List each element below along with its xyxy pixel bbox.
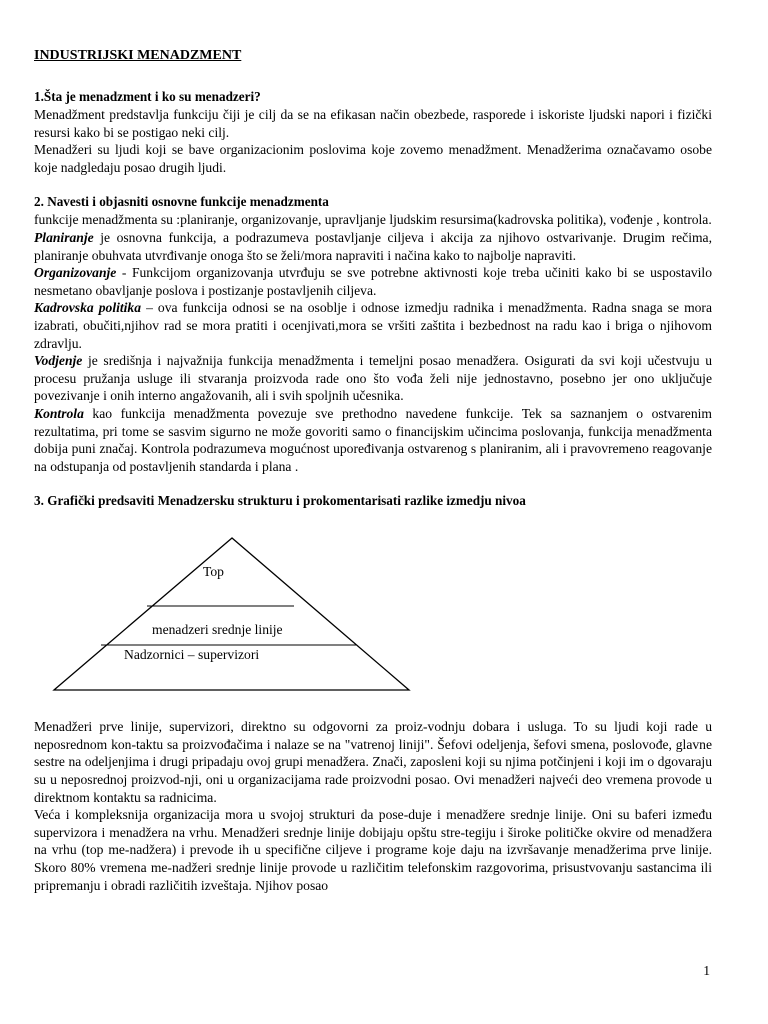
term-label: Planiranje bbox=[34, 229, 94, 245]
section-3-heading: 3. Grafički predsaviti Menadzersku strukturu i prokomentarisati razlike izmedju nivoa bbox=[34, 493, 526, 509]
function-organizovanje bbox=[34, 264, 712, 299]
management-pyramid-diagram bbox=[34, 518, 712, 718]
term-label: Kontrola bbox=[34, 405, 84, 421]
term-description: je središnja i najvažnija funkcija menadžmenta i temeljni posao menadžera. Osigurati da svi koji učestvuju u procesu pružanja usluge ili stvaranja proizvoda rade ono što vođa želi nije jednostavno, posebno jer ono uključuje povezivanje i onih interno angažovanih, ali i svih spoljnih učesnika. bbox=[34, 353, 712, 404]
term-description: – ova funkcija odnosi se na osoblje i odnose izmedju radnika i menadžmenta. Radna snaga se mora izabrati, obučiti,njihov rad se mora pratiti i ocenjivati,mora se vršiti zaštita i bezbednost na radu kao i briga o njihovom zdravlju. bbox=[34, 300, 712, 351]
section-1-heading: 1.Šta je menadzment i ko su menadzeri? bbox=[34, 89, 261, 104]
pyramid-label-middle: menadzeri srednje linije bbox=[152, 622, 283, 638]
document-title: INDUSTRIJSKI MENADZMENT bbox=[34, 48, 242, 63]
section-3-paragraph: Menadžeri prve linije, supervizori, direktno su odgovorni za proiz-vodnju dobara i usluga. To su ljudi koji rade u neposrednom kon-taktu sa proizvođačima i nalaze se na "vatrenoj liniji". Šefovi odeljenja, šefovi smena, poslovođe, glavne sestre na odeljenjima i drugi pripadaju ovoj grupi menadžera. Znači, zaposleni koji su njima potčinjeni i koji im o dgovaraju su u neposrednoj proizvod-nji, oni u organizacijama rade proizvodni posao. Ovi menadžeri najveći deo vremena provode u direktnom kontaktu sa radnicima. bbox=[34, 719, 712, 805]
section-1-paragraph: Menadžeri su ljudi koji se bave organizacionim poslovima koje zovemo menadžment. Menadžerima označavamo osobe koje nadgledaju posao drugih ljudi. bbox=[34, 142, 712, 175]
term-label: Kadrovska politika bbox=[34, 300, 142, 316]
section-2-heading: 2. Navesti i objasniti osnovne funkcije menadzmenta bbox=[34, 194, 329, 210]
document-page bbox=[34, 47, 712, 894]
pyramid-label-bottom: Nadzornici – supervizori bbox=[124, 647, 260, 663]
term-label: Organizovanje bbox=[34, 265, 117, 281]
section-2-intro: funkcije menadžmenta su :planiranje, organizovanje, upravljanje ljudskim resursima(kadrovska politika), vođenje , kontrola. bbox=[34, 212, 712, 228]
section-1-paragraph: Menadžment predstavlja funkciju čiji je cilj da se na efikasan način obezbede, rasporede i iskoriste ljudski napori i fizički resursi kako bi se postigao neki cilj. bbox=[34, 107, 712, 140]
function-kadrovska-politika bbox=[34, 299, 712, 352]
pyramid-label-top: Top bbox=[203, 564, 224, 580]
page-number: 1 bbox=[703, 963, 710, 978]
function-kontrola bbox=[34, 405, 712, 475]
function-vodjenje bbox=[34, 352, 712, 405]
pyramid-svg bbox=[34, 518, 712, 718]
term-label: Vodjenje bbox=[34, 353, 83, 369]
term-description: - Funkcijom organizovanja utvrđuju se sve potrebne aktivnosti koje treba učiniti kako bi se uspostavilo nesmetano obavljanje poslova i postizanje postavljenih ciljeva. bbox=[34, 265, 712, 298]
term-description: je osnovna funkcija, a podrazumeva postavljanje ciljeva i akcija za njihovo ostvarivanje. Drugim rečima, planiranje obuhvata utvrđivanje onoga što se želi/mora napraviti i načina kako to najbolje napraviti. bbox=[34, 229, 712, 263]
function-planiranje bbox=[34, 229, 712, 264]
section-3-paragraph: Veća i kompleksnija organizacija mora u svojoj strukturi da pose-duje i menadžere srednje linije. Oni su baferi između supervizora i menadžera na vrhu. Menadžeri srednje linije dobijaju opštu stre-tegiju i široke političke okvire od menadžera na vrhu (top me-nadžera) i prevode ih u specifične ciljeve i programe koje daju na izvršavanje menadžerima prve linije. Skoro 80% vremena me-nadžeri srednje linije provode u različitim telefonskim razgovorima, prisustvovanju sastancima ili pripremanju i obradi različitih izveštaja. Njihov posao bbox=[34, 807, 712, 893]
term-description: kao funkcija menadžmenta povezuje sve prethodno navedene funkcije. Tek sa saznanjem o ostvarenim rezultatima, pri tome se sasvim sigurno ne može govoriti samo o financijskim učincima poslovanja, funkcija menadžmenta dobija puni značaj. Kontrola podrazumeva mogućnost upoređivanja ostvarenog s planiranim, ali i pravovremeno reagovanje na odstupanja od postavljenih standarda i plana . bbox=[34, 405, 712, 474]
pyramid-outline bbox=[54, 538, 409, 690]
